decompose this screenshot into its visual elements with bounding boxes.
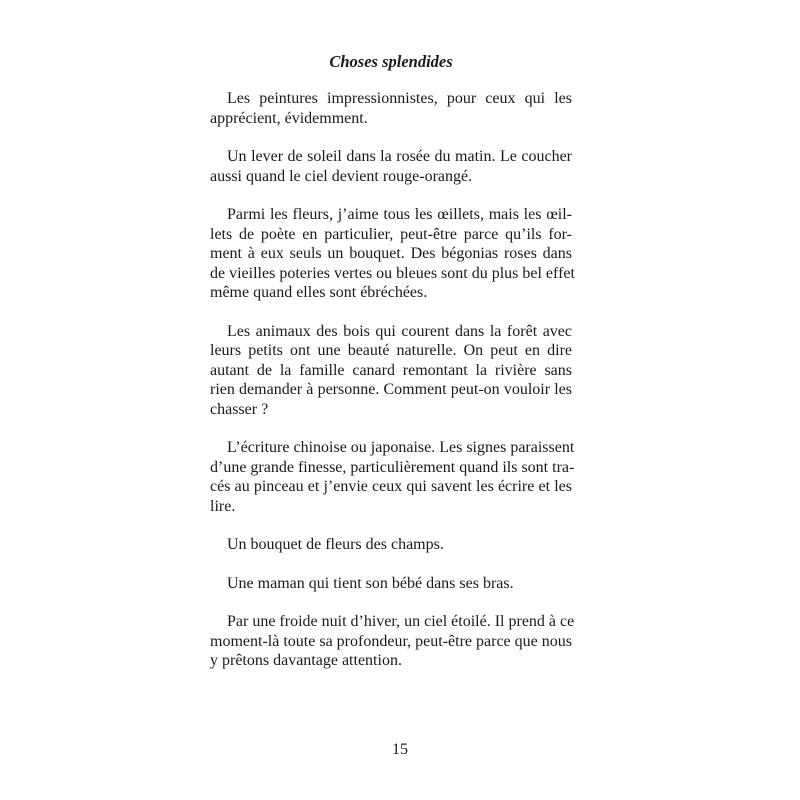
paragraph-line: L’écriture chinoise ou japonaise. Les signes paraissent	[227, 439, 575, 456]
paragraph-line: autant de la famille canard remontant la rivière sans	[210, 361, 572, 379]
paragraph-line: apprécient, évidemment.	[210, 109, 368, 127]
paragraph	[210, 612, 575, 671]
paragraph	[210, 147, 572, 186]
paragraph-line: lire.	[210, 497, 236, 515]
paragraph-line: Un lever de soleil dans la rosée du matin. Le coucher	[227, 148, 572, 165]
paragraph	[210, 438, 575, 516]
paragraph-line: Un bouquet de fleurs des champs.	[227, 536, 444, 553]
paragraph	[210, 574, 572, 594]
paragraph-line: leurs petits ont une beauté naturelle. On peut en dire	[210, 342, 572, 359]
paragraph-line: cés au pinceau et j’envie ceux qui savent les écrire et les	[210, 478, 572, 495]
paragraph-line: aussi quand le ciel devient rouge-orangé.	[210, 167, 473, 185]
paragraph-line: Par une froide nuit d’hiver, un ciel étoilé. Il prend à ce	[227, 613, 575, 630]
paragraph-line: lets de poète en particulier, peut-être parce qu’ils for-	[210, 225, 572, 243]
paragraph	[210, 89, 572, 128]
paragraph-line: Les animaux des bois qui courent dans la forêt avec	[227, 322, 572, 340]
paragraph-line: d’une grande finesse, particulièrement quand ils sont tra-	[210, 458, 575, 476]
paragraph-line: Une maman qui tient son bébé dans ses bras.	[227, 574, 514, 592]
page-body	[210, 50, 575, 690]
paragraph-line: même quand elles sont ébréchées.	[210, 284, 428, 301]
paragraph-line: Parmi les fleurs, j’aime tous les œillets, mais les œil-	[227, 206, 572, 223]
paragraph-line: moment-là toute sa profondeur, peut-être parce que nous	[210, 632, 572, 650]
paragraph-line: de vieilles poteries vertes ou bleues sont du plus bel effet	[210, 264, 575, 282]
page-title: Choses splendides	[329, 52, 453, 71]
paragraph	[210, 205, 575, 303]
paragraph-line: rien demander à personne. Comment peut-on vouloir les	[210, 381, 572, 398]
paragraph-list	[210, 89, 575, 671]
paragraph-line: ment à eux seuls un bouquet. Des bégonias roses dans	[210, 245, 572, 262]
paragraph	[210, 535, 572, 555]
paragraph	[210, 322, 572, 420]
page-number: 15	[392, 741, 408, 758]
paragraph-line: Les peintures impressionnistes, pour ceux qui les	[227, 90, 572, 107]
paragraph-line: chasser ?	[210, 400, 269, 418]
paragraph-line: y prêtons davantage attention.	[210, 652, 402, 669]
